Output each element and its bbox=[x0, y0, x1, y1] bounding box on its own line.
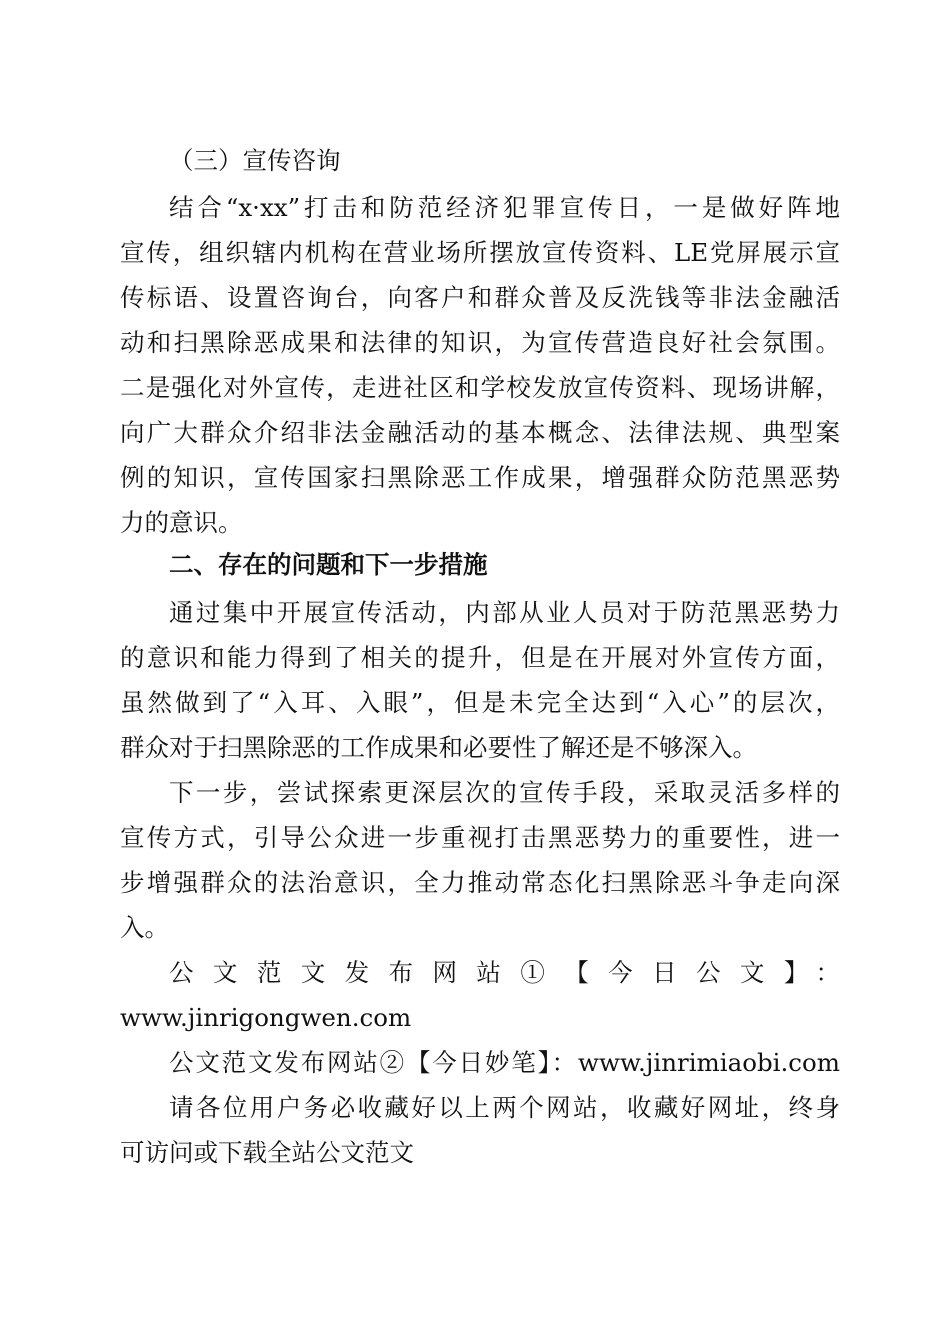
paragraph-line: 群众对于扫黑除恶的工作成果和必要性了解还是不够深入。 bbox=[120, 733, 757, 762]
section-heading-bold: 二、存在的问题和下一步措施 bbox=[169, 550, 488, 579]
section-heading: （三）宣传咨询 bbox=[169, 146, 341, 175]
paragraph-line: 例的知识，宣传国家扫黑除恶工作成果，增强群众防范黑恶势 bbox=[120, 463, 840, 492]
paragraph-line: 向广大群众介绍非法金融活动的基本概念、法律法规、典型案 bbox=[120, 418, 840, 447]
website-1-label: 公文范文发布网站①【今日公文】： bbox=[169, 958, 840, 987]
notice-line: 可访问或下载全站公文范文 bbox=[120, 1138, 414, 1167]
website-1-url: www.jinrigongwen.com bbox=[120, 1003, 412, 1032]
paragraph-line: 入。 bbox=[120, 913, 169, 942]
paragraph-line: 力的意识。 bbox=[120, 508, 243, 537]
paragraph-line: 动和扫黑除恶成果和法律的知识，为宣传营造良好社会氛围。 bbox=[120, 328, 840, 357]
paragraph-line: 虽然做到了“入耳、入眼”，但是未完全达到“入心”的层次， bbox=[120, 688, 840, 717]
paragraph-line: 步增强群众的法治意识，全力推动常态化扫黑除恶斗争走向深 bbox=[120, 868, 840, 897]
paragraph-line: 结合“x·xx”打击和防范经济犯罪宣传日，一是做好阵地 bbox=[169, 193, 840, 222]
paragraph-line: 宣传，组织辖内机构在营业场所摆放宣传资料、LE党屏展示宣 bbox=[120, 238, 840, 267]
paragraph-line: 下一步，尝试探索更深层次的宣传手段，采取灵活多样的 bbox=[169, 778, 840, 807]
paragraph-line: 传标语、设置咨询台，向客户和群众普及反洗钱等非法金融活 bbox=[120, 283, 840, 312]
paragraph-line: 的意识和能力得到了相关的提升，但是在开展对外宣传方面， bbox=[120, 643, 840, 672]
paragraph-line: 二是强化对外宣传，走进社区和学校发放宣传资料、现场讲解， bbox=[120, 373, 840, 402]
notice-line: 请各位用户务必收藏好以上两个网站，收藏好网址，终身 bbox=[169, 1093, 840, 1122]
paragraph-line: 宣传方式，引导公众进一步重视打击黑恶势力的重要性，进一 bbox=[120, 823, 840, 852]
website-2-line: 公文范文发布网站②【今日妙笔】：www.jinrimiaobi.com bbox=[169, 1048, 840, 1077]
paragraph-line: 通过集中开展宣传活动，内部从业人员对于防范黑恶势力 bbox=[169, 598, 840, 627]
